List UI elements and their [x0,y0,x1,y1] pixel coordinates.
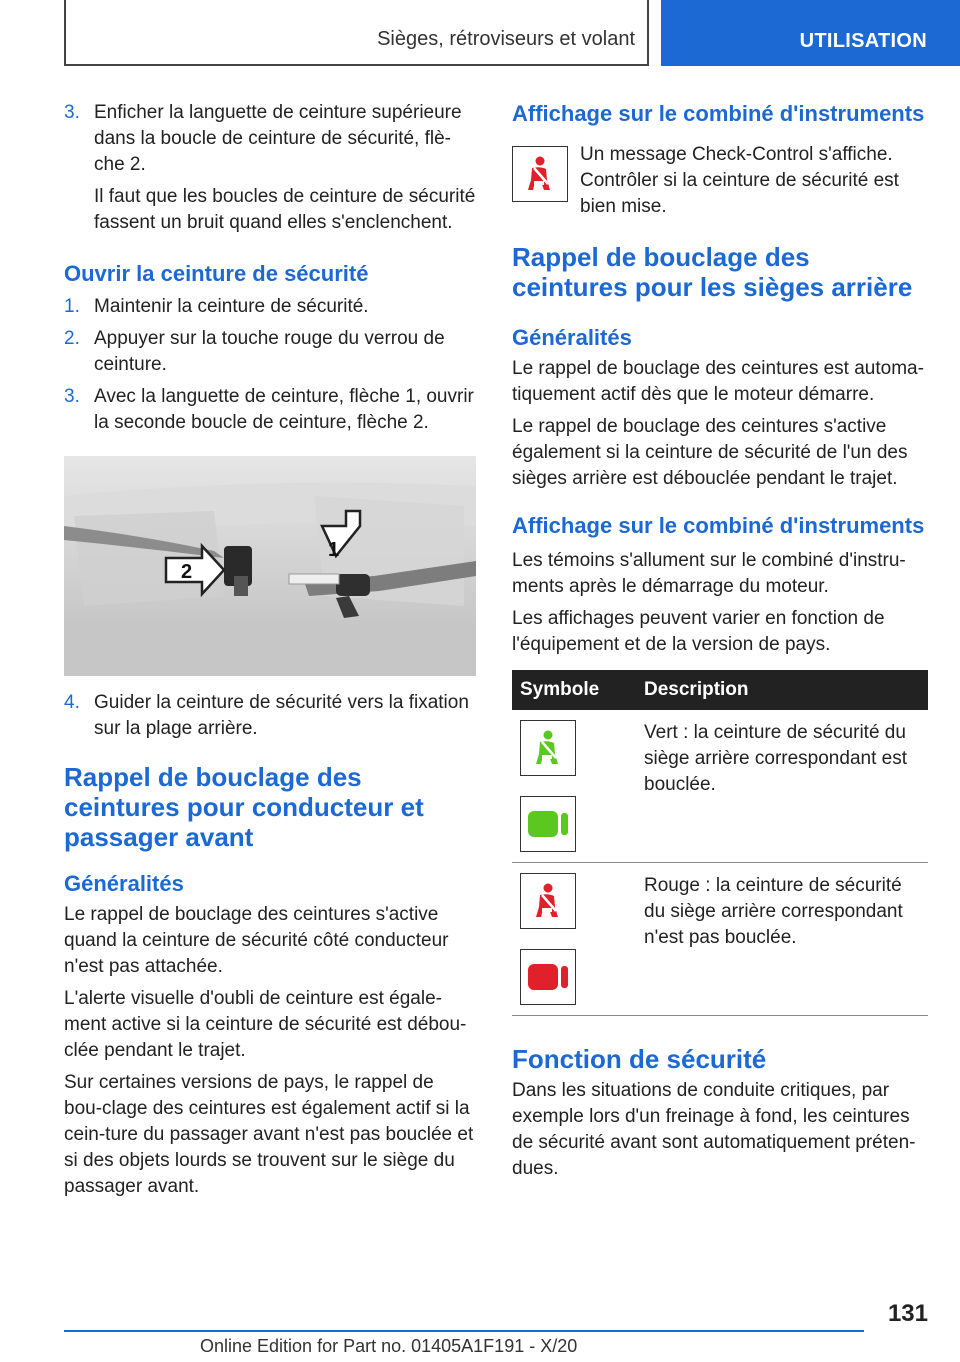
open-step-3 [64,384,476,436]
step-text: Avec la languette de ceinture, flèche 1, ouvrir la seconde boucle de ceinture, flèche 2. [94,386,474,433]
green-seatbelt-icon [520,720,576,776]
red-seatbelt-icon [520,873,576,929]
arrow-1-label: 1 [328,539,340,561]
rear-paragraph-2: Le rappel de bouclage des ceintures s'active également si la ceinture de sécurité de l'un des sièges arrière est débouclée pendant le trajet. [512,416,908,489]
rear-paragraph-4: Les affichages peuvent varier en fonction de l'équipement et de la version de pays. [512,608,885,655]
table-row [512,863,928,1016]
front-paragraph-3: Sur certaines versions de pays, le rappel de bou-clage des ceintures est également actif si la cein-ture du passager avant n'est pas bouclée et si des objets lourds se trouvent sur le siège du passager avant. [64,1072,474,1197]
belt-buckle-illustration [64,456,476,676]
check-control-text: Un message Check-Control s'affiche. Contrôler si la ceinture de sécurité est bien mise. [580,144,899,217]
step-number: 4. [64,692,80,713]
front-paragraph-2: L'alerte visuelle d'oubli de ceinture est égale-ment active si la ceinture de sécurité est débou-clée pendant le trajet. [64,988,467,1061]
rear-reminder-heading: Rappel de bouclage des ceintures pour les sièges arrière [512,242,913,302]
arrow-2-label: 2 [181,561,193,583]
rear-display-heading: Affichage sur le combiné d'instruments [512,513,925,538]
left-column [64,100,476,1206]
step-note: Il faut que les boucles de ceinture de sécurité fassent un bruit quand elles s'enclenchent. [94,186,476,233]
safety-function-heading: Fonction de sécurité [512,1044,767,1074]
row-description: Vert : la ceinture de sécurité du siège arrière correspondant est bouclée. [636,710,928,863]
symbol-column-header: Symbole [512,670,636,710]
open-step-4 [64,690,476,742]
step-text: Guider la ceinture de sécurité vers la fixation sur la plage arrière. [94,692,469,739]
front-reminder-heading: Rappel de bouclage des ceintures pour conducteur et passager avant [64,762,424,852]
symbol-table [512,670,928,1016]
front-general-heading: Généralités [64,871,184,896]
footer-edition: Online Edition for Part no. 01405A1F191 - X/20 [200,1336,578,1356]
front-paragraph-1: Le rappel de bouclage des ceintures s'active quand la ceinture de sécurité côté conducteur n'est pas attachée. [64,904,449,977]
open-step-1 [64,294,476,320]
check-control-note [512,142,928,220]
description-column-header: Description [636,670,928,710]
header-chapter-title: UTILISATION [799,30,927,52]
step-text: Appuyer sur la touche rouge du verrou de ceinture. [94,328,445,375]
step-text: Enficher la languette de ceinture supérieure dans la boucle de ceinture de sécurité, flè-che 2. [94,102,462,175]
row-description: Rouge : la ceinture de sécurité du siège arrière correspondant n'est pas bouclée. [636,863,928,1016]
seatbelt-warning-icon [512,146,568,202]
display-heading: Affichage sur le combiné d'instruments [512,101,925,126]
red-seat-indicator-icon [520,949,576,1005]
rear-seat-buckle-drawing [64,456,476,676]
footer-divider [64,1330,864,1332]
right-column [512,100,928,1188]
step-text: Maintenir la ceinture de sécurité. [94,296,369,317]
green-seat-indicator-icon [520,796,576,852]
rear-general-heading: Généralités [512,325,632,350]
rear-paragraph-1: Le rappel de bouclage des ceintures est automa-tiquement actif dès que le moteur démarre. [512,358,924,405]
step-number: 1. [64,296,80,317]
step-number: 3. [64,386,80,407]
step-number: 3. [64,102,80,123]
header-section-title: Sièges, rétroviseurs et volant [377,28,635,50]
safety-function-text: Dans les situations de conduite critiques, par exemple lors d'un freinage à fond, les ceintures de sécurité avant sont automatiquement préten-dues. [512,1080,916,1179]
table-row [512,710,928,863]
rear-paragraph-3: Les témoins s'allument sur le combiné d'instru-ments après le démarrage du moteur. [512,550,906,597]
close-step-3 [64,100,476,242]
step-number: 2. [64,328,80,349]
page-number: 131 [887,1300,928,1327]
open-belt-heading: Ouvrir la ceinture de sécurité [64,261,369,286]
open-step-2 [64,326,476,378]
